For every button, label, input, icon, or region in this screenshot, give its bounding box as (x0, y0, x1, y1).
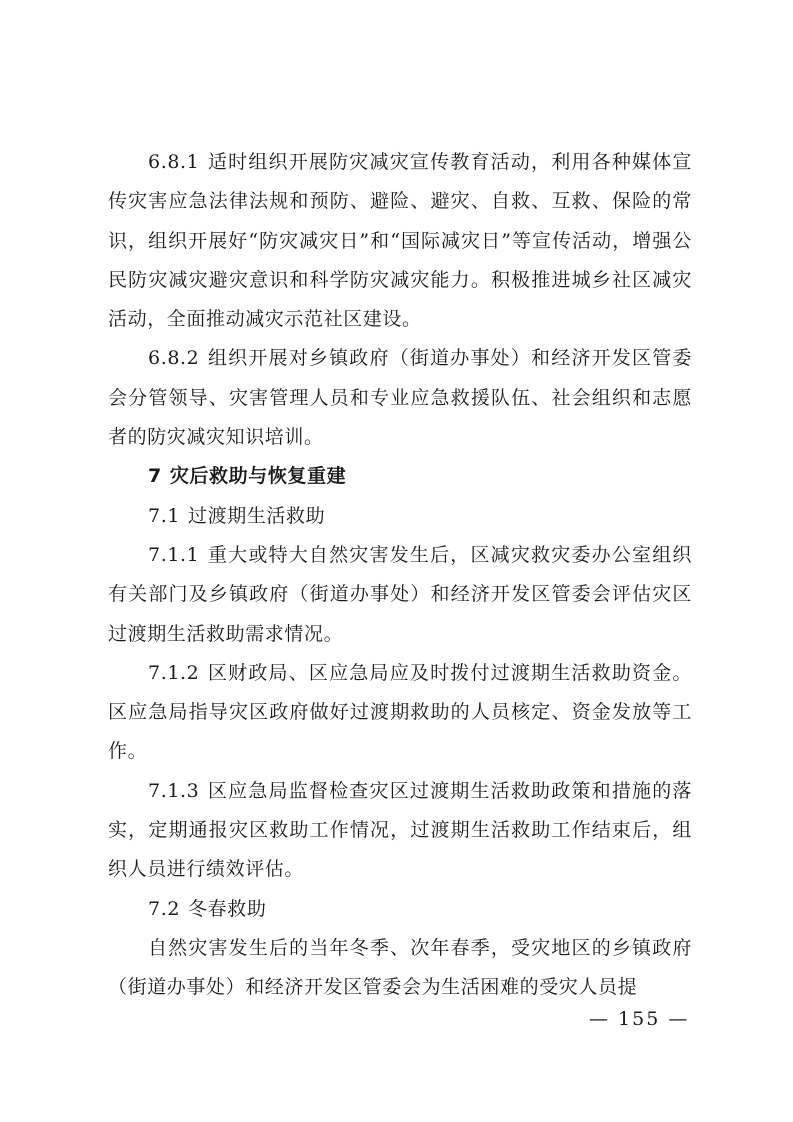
section-number: 7.2 (148, 897, 181, 920)
paragraph-7-1-3 (108, 772, 692, 890)
paragraph-6-8-2 (108, 339, 692, 457)
clause-number: 7.1.3 (148, 779, 200, 802)
section-heading-7-1 (108, 497, 692, 536)
clause-text: 重大或特大自然灾害发生后，区减灾救灾委办公室组织有关部门及乡镇政府（街道办事处）和经济开发区管委会评估灾区过渡期生活救助需求情况。 (108, 543, 692, 645)
clause-text: 区应急局监督检查灾区过渡期生活救助政策和措施的落实，定期通报灾区救助工作情况，过渡期生活救助工作结束后，组织人员进行绩效评估。 (108, 779, 692, 881)
document-body (108, 143, 692, 1008)
clause-text: 区财政局、区应急局应及时拨付过渡期生活救助资金。区应急局指导灾区政府做好过渡期救助的人员核定、资金发放等工作。 (108, 661, 692, 763)
clause-text: 适时组织开展防灾减灾宣传教育活动，利用各种媒体宣传灾害应急法律法规和预防、避险、避灾、自救、互救、保险的常识，组织开展好“防灾减灾日”和“国际减灾日”等宣传活动，增强公民防灾减灾避灾意识和科学防灾减灾能力。积极推进城乡社区减灾活动，全面推动减灾示范社区建设。 (108, 151, 692, 331)
paragraph-6-8-1 (108, 143, 692, 339)
section-number: 7.1 (148, 504, 181, 527)
clause-text: 自然灾害发生后的当年冬季、次年春季，受灾地区的乡镇政府（街道办事处）和经济开发区管委会为生活困难的受灾人员提 (108, 936, 692, 999)
paragraph-7-2 (108, 929, 692, 1008)
clause-text: 组织开展对乡镇政府（街道办事处）和经济开发区管委会分管领导、灾害管理人员和专业应急救援队伍、社会组织和志愿者的防灾减灾知识培训。 (108, 347, 692, 449)
section-number: 7 (148, 465, 162, 488)
clause-number: 7.1.2 (148, 661, 200, 684)
section-heading-7 (108, 457, 692, 496)
clause-number: 7.1.1 (148, 543, 200, 566)
paragraph-7-1-1 (108, 536, 692, 654)
section-title: 过渡期生活救助 (188, 504, 326, 527)
section-title: 灾后救助与恢复重建 (169, 465, 347, 488)
paragraph-7-1-2 (108, 654, 692, 772)
page-number: — 155 — (589, 1008, 690, 1030)
clause-number: 6.8.2 (148, 347, 200, 370)
section-title: 冬春救助 (188, 897, 267, 920)
section-heading-7-2 (108, 890, 692, 929)
clause-number: 6.8.1 (148, 151, 200, 173)
